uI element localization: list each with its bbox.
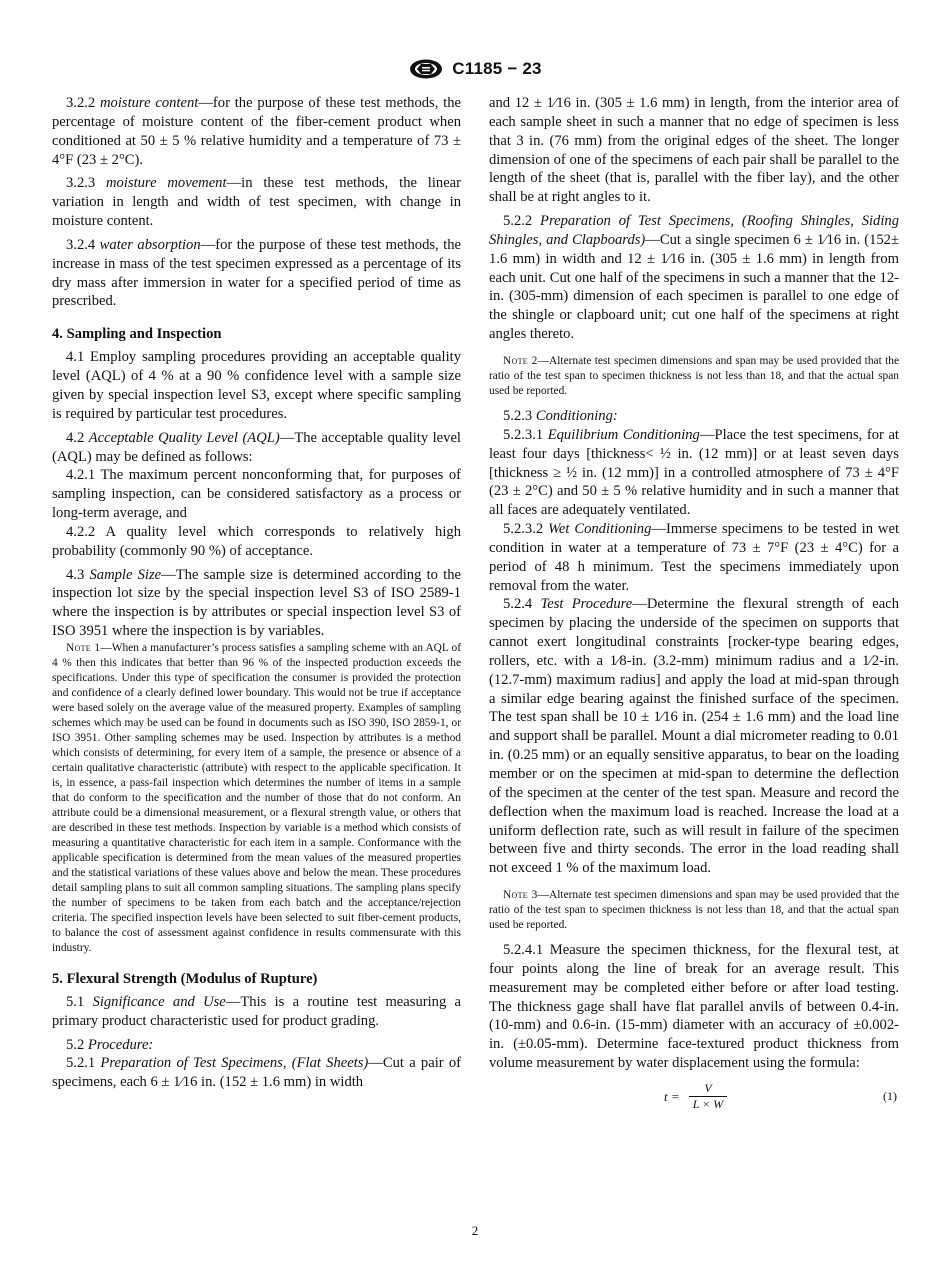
paragraph-4-3: 4.3 Sample Size—The sample size is determined according to the inspection lot size by the special inspection level S3 of ISO 2589-1 where the inspection is by attributes or special inspection level S3 of ISO 3951 where the inspection is by variables. <box>52 566 461 640</box>
document-code: C1185 − 23 <box>452 59 542 78</box>
paragraph-5-2-4: 5.2.4 Test Procedure—Determine the flexural strength of each specimen by placing the underside of the specimen on supports that cannot exert longitudinal constraints [rocker-type bearing edges, rollers, etc. with a 1⁄8-in. (3.2-mm) minimum radius and a 1⁄2-in. (12.7-mm) maximum radius] and apply the load at mid-span through a similar edge bearing against the finished surface of the specimen. The test span shall be 10 ± 1⁄16 in. (254 ± 1.6 mm) and the load line and support shall be parallel. Mount a dial micrometer reading to 0.01 in. (0.25 mm) or an equally sensitive apparatus, to bear on the loading member or on the specimen at mid-span to determine the deflection of the specimen at the center of the test span. Measure and record the deflection when the maximum load is reached. Increase the load at a uniform deflection rate, such as will result in failure of the specimen between five and thirty seconds. The error in the load reading shall not exceed 1 % of the maximum load. <box>489 596 899 877</box>
paragraph-5-2-2: 5.2.2 Preparation of Test Specimens, (Roofing Shingles, Siding Shingles, and Clapboards)—Cut a single specimen 6 ± 1⁄16 in. (152± 1.6 mm) in width and 12 ± 1⁄16 in. (305 ± 1.6 mm) in length from each unit. Cut one half of the specimens in such a manner that the 12-in. (305-mm) dimension of each specimen is parallel to one edge of the shingle or clapboard unit; cut one half of the specimens at right angles thereto. <box>489 213 899 343</box>
paragraph-5-2-3-1: 5.2.3.1 Equilibrium Conditioning—Place the test specimens, for at least four days [thickness< ½ in. (12 mm)] or at least seven days [thickness ≥ ½ in. (12 mm)] in a controlled atmosphere of 73 ± 4°F (23 ± 2°C) and 50 ± 5 % relative humidity and in such a manner that all faces are adequately ventilated. <box>489 426 899 519</box>
paragraph-5-1: 5.1 Significance and Use—This is a routine test measuring a primary product characteristic used for product grading. <box>52 993 461 1029</box>
section-heading-5: 5. Flexural Strength (Modulus of Rupture) <box>52 970 318 987</box>
paragraph-5-2-3: 5.2.3 Conditioning: <box>503 407 618 424</box>
page-header <box>0 58 950 80</box>
page-number: 2 <box>471 1223 479 1238</box>
left-column <box>52 94 461 1092</box>
paragraph-3-2-3: 3.2.3 moisture movement—in these test methods, the linear variation in length and width of test specimen, with change in moisture content. <box>52 175 462 230</box>
paragraph-5-2-3-2: 5.2.3.2 Wet Conditioning—Immerse specimens to be tested in wet condition in water at a temperature of 73 ± 7°F (23 ± 4°C) for a period of 48 h minimum. Test the specimens immediately upon removal from the water. <box>489 521 899 594</box>
section-heading-4: 4. Sampling and Inspection <box>52 326 222 343</box>
right-column <box>489 94 899 1117</box>
note-1: Note 1—When a manufacturer’s process satisfies a sampling scheme with an AQL of 4 % then this indicates that better than 96 % of the inspected production exceeds the specifications. Under this type of specification the consumer is provided the protection and confidence of a clearly defined lower boundary. This would not be true if acceptance were based solely on the average value of the measured property. Examples of sampling schemes which may be used can be found in documents such as ISO 390, ISO 2859-1, or ISO 3951. Other sampling schemes may be used. Inspection by attributes is a method which consists of determining, for every item of a sample, the presence or absence of a certain qualitative characteristic (attribute) with respect to the applicable specification. It is, in essence, a pass-fail inspection which determines the number of items in a sample that do conform to the specification and the number of those that do not conform. An attribute could be a dimensional measurement, or a flexural strength value, or others that are described in these test methods. Inspection by variable is a method which consists of measuring a quantitative characteristic for each item in a sample. Conformance with the applicable specification is determined from the mean values of the measured properties and the statistical variations of these values above and below the mean. These procedures detail sampling plans to suit all common sampling situations. The sampling plans specify the number of specimens to be taken from each batch and the acceptance/rejection criteria. The specified inspection levels have been selected to suit fiber-cement products, to balance the cost of assessment against confidence in results commensurate with this industry. <box>52 641 461 954</box>
paragraph-4-2-2: 4.2.2 A quality level which corresponds to relatively high probability (commonly 90 %) of acceptance. <box>52 523 461 559</box>
equation-denominator: L × W <box>689 1096 727 1112</box>
equation-lhs: t = <box>664 1088 680 1104</box>
paragraph-5-2-4-1: 5.2.4.1 Measure the specimen thickness, for the flexural test, at four points along the line of break for an average result. This measurement may be completed either before or after load testing. The thickness gage shall have flat parallel anvils of between 0.4-in. (10-mm) and 0.6-in. (15-mm) diameter with an accuracy of ±0.002-in. (±0.05-mm). Determine face-textured product thickness from volume measurement by water displacement using the formula: <box>489 942 899 1072</box>
equation-number: (1) <box>883 1088 897 1103</box>
astm-logo-icon <box>408 58 444 80</box>
paragraph-5-2: 5.2 Procedure: <box>66 1036 154 1053</box>
paragraph-4-1: 4.1 Employ sampling procedures providing an acceptable quality level (AQL) of 4 % at a 90 % confidence level with a sample size given by special inspection level S3, except where specific sampling is required by particular test procedures. <box>52 349 461 422</box>
equation-fraction <box>689 1081 727 1112</box>
note-3: Note 3—Alternate test specimen dimensions and span may be used provided that the ratio of the test span to specimen thickness is not less than 18, and that the actual span used be reported. <box>489 889 899 932</box>
paragraph-5-2-1-continued: and 12 ± 1⁄16 in. (305 ± 1.6 mm) in length, from the interior area of each sample sheet in such a manner that no edge of specimen is less that 3 in. (76 mm) from the original edges of the sheet. The longer dimension of one of the specimens of each pair shall be parallel to the length of the sheet (that is, parallel with the fiber lay), and the other shall be at right angles to it. <box>489 95 899 206</box>
note-2: Note 2—Alternate test specimen dimensions and span may be used provided that the ratio of the test span to specimen thickness is not less than 18, and that the actual span used be reported. <box>489 354 899 397</box>
paragraph-4-2-1: 4.2.1 The maximum percent nonconforming that, for purposes of sampling inspection, can be considered satisfactory as a process or long-term average, and <box>52 467 461 522</box>
paragraph-3-2-4: 3.2.4 water absorption—for the purpose of these test methods, the increase in mass of the test specimen expressed as a percentage of its dry mass after immersion in water for a specified period of time as prescribed. <box>52 236 461 310</box>
paragraph-5-2-1: 5.2.1 Preparation of Test Specimens, (Flat Sheets)—Cut a pair of specimens, each 6 ± 1⁄16 in. (152 ± 1.6 mm) in width <box>52 1055 461 1091</box>
equation-1 <box>489 1081 899 1117</box>
equation-numerator: V <box>704 1080 712 1095</box>
paragraph-3-2-2: 3.2.2 moisture content—for the purpose of these test methods, the percentage of moisture content of the fiber-cement product when conditioned at 50 ± 5 % relative humidity and a temperature of 73 ± 4°F (23 ± 2°C). <box>52 95 462 168</box>
paragraph-4-2: 4.2 Acceptable Quality Level (AQL)—The acceptable quality level (AQL) may be defined as follows: <box>52 429 461 465</box>
